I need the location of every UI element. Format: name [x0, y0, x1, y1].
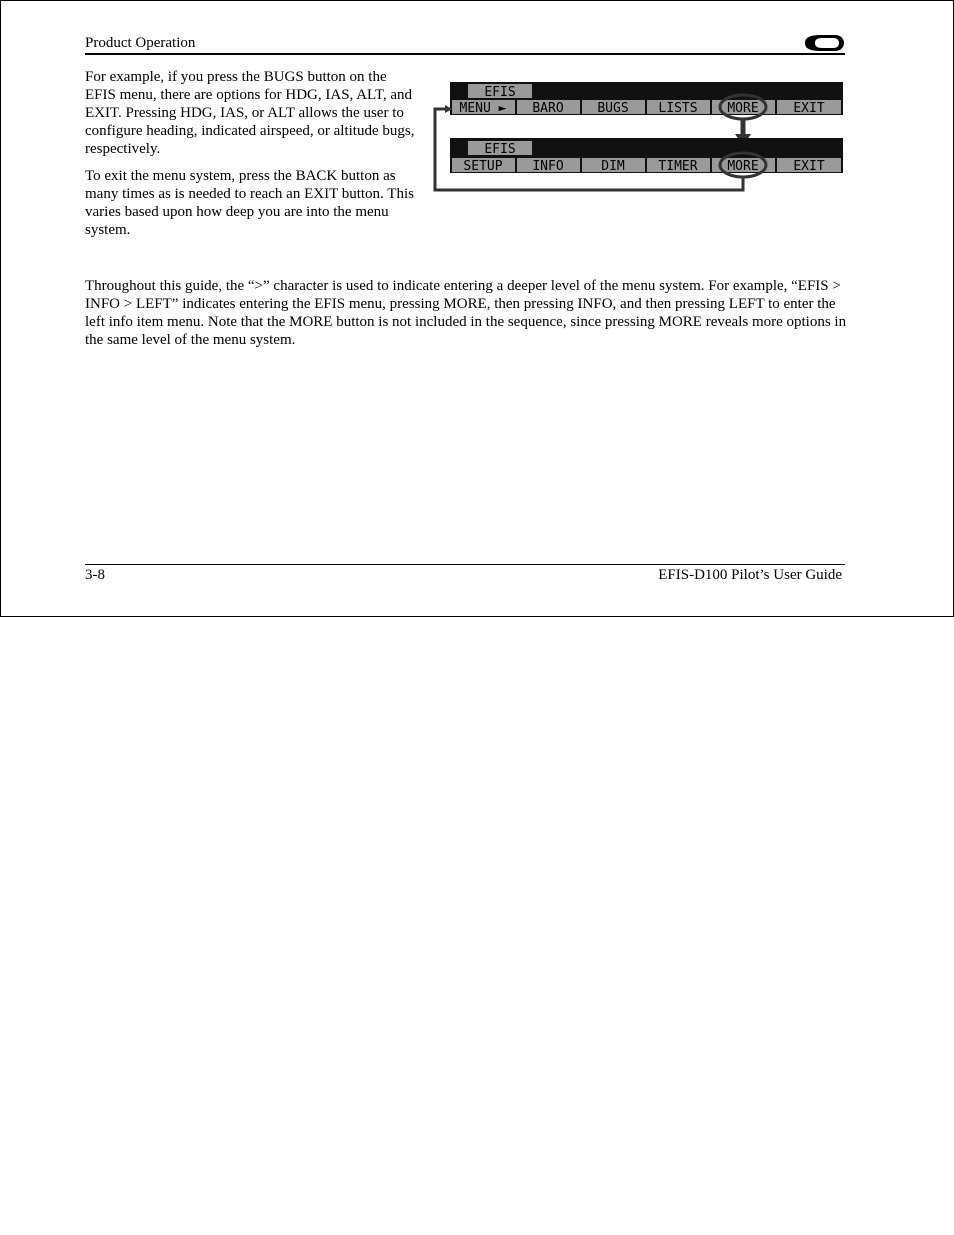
convention-paragraph: Throughout this guide, the “>” character is used to indicate entering a deeper level of the menu system. For example, “EFIS > INFO > LEFT” indicates entering the EFIS menu, pressing MORE, then pressing INFO, and then pressing LEFT to enter the left info item menu. Note that the MORE button is not included in the sequence, since pressing MORE reveals more options in the same level of the menu system.: [85, 278, 847, 348]
menu-1-button-label: EXIT: [793, 101, 825, 116]
manual-page: [0, 0, 954, 617]
guide-title: EFIS-D100 Pilot’s User Guide: [658, 567, 842, 583]
intro-paragraph: For example, if you press the BUGS button on the EFIS menu, there are options for HDG, IAS, ALT, and EXIT. Pressing HDG, IAS, or ALT allows the user to configure heading, indicated airspeed, or altitude bugs, respectively.: [85, 69, 415, 157]
menu-diagram: [431, 79, 847, 195]
exit-paragraph: To exit the menu system, press the BACK button as many times as is needed to reach an EXIT button. This varies based upon how deep you are into the menu system.: [85, 168, 414, 238]
menu-2-button-label: SETUP: [463, 159, 503, 174]
menu-1-button-label: MORE: [727, 101, 759, 116]
dynon-logo-icon: [799, 32, 845, 54]
menu-2-button-label: INFO: [532, 159, 564, 174]
header-rule: [85, 53, 845, 55]
menu-1-button-label: BUGS: [597, 101, 629, 116]
menu-2-title: EFIS: [484, 142, 516, 157]
section-title: Product Operation: [85, 35, 196, 51]
menu-1-button-label: LISTS: [658, 101, 698, 116]
menu-1-button-label: BARO: [532, 101, 564, 116]
menu-2-button-label: EXIT: [793, 159, 825, 174]
menu-2-button-label: MORE: [727, 159, 759, 174]
menu-1-button-label: MENU ►: [459, 101, 507, 116]
footer-rule: [85, 564, 845, 565]
menu-1-title: EFIS: [484, 85, 516, 100]
menu-2-button-label: DIM: [601, 159, 625, 174]
page-number: 3-8: [85, 567, 105, 583]
menu-2-button-label: TIMER: [658, 159, 698, 174]
